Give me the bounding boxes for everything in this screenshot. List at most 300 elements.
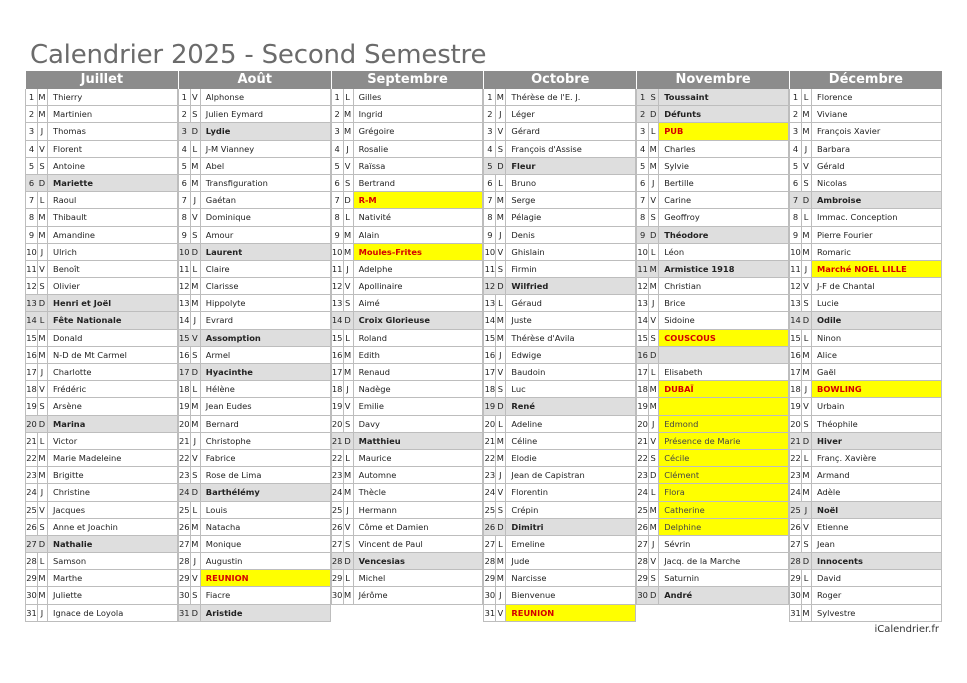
day-row [636, 106, 789, 123]
day-name: Natacha [201, 519, 331, 535]
day-name: Juste [506, 312, 636, 328]
day-number: 8 [331, 209, 344, 225]
weekday-letter: L [343, 330, 354, 346]
day-number: 25 [636, 502, 649, 518]
day-number: 29 [331, 570, 344, 586]
day-row [789, 141, 942, 158]
weekday-letter: S [801, 536, 812, 552]
day-name: Crépin [506, 502, 636, 518]
day-name: Franç. Xavière [812, 450, 942, 466]
day-row [483, 158, 636, 175]
day-number: 28 [789, 553, 802, 569]
day-row [789, 175, 942, 192]
weekday-letter: L [801, 570, 812, 586]
day-number: 7 [483, 192, 496, 208]
day-number: 12 [636, 278, 649, 294]
day-number: 15 [483, 330, 496, 346]
weekday-letter: S [190, 467, 201, 483]
day-number: 24 [636, 484, 649, 500]
day-name: Jacques [48, 502, 178, 518]
day-row [636, 519, 789, 536]
day-row [331, 536, 484, 553]
day-name: Donald [48, 330, 178, 346]
day-name: Fiacre [201, 587, 331, 603]
weekday-letter: M [801, 106, 812, 122]
weekday-letter: L [801, 209, 812, 225]
day-name: Dimitri [506, 519, 636, 535]
day-number: 26 [178, 519, 191, 535]
day-name: R-M [354, 192, 484, 208]
day-name: Croix Glorieuse [354, 312, 484, 328]
day-name: Alain [354, 227, 484, 243]
weekday-letter: S [648, 209, 659, 225]
day-row [789, 433, 942, 450]
weekday-letter: J [648, 175, 659, 191]
weekday-letter: V [343, 398, 354, 414]
day-name: BOWLING [812, 381, 942, 397]
day-number: 1 [483, 89, 496, 105]
day-name: Dominique [201, 209, 331, 225]
day-row [178, 227, 331, 244]
day-name: Evrard [201, 312, 331, 328]
day-name: REUNION [506, 605, 636, 621]
day-number: 13 [636, 295, 649, 311]
day-name: Barthélémy [201, 484, 331, 500]
day-number: 13 [178, 295, 191, 311]
weekday-letter: M [343, 364, 354, 380]
day-row [483, 398, 636, 415]
day-number: 9 [331, 227, 344, 243]
day-number: 14 [331, 312, 344, 328]
day-row [178, 278, 331, 295]
day-number: 7 [789, 192, 802, 208]
day-name: Fête Nationale [48, 312, 178, 328]
day-number: 15 [636, 330, 649, 346]
weekday-letter: L [343, 209, 354, 225]
day-row [636, 381, 789, 398]
day-row [178, 398, 331, 415]
day-row [178, 364, 331, 381]
day-number: 8 [178, 209, 191, 225]
day-name: Hiver [812, 433, 942, 449]
day-number: 17 [25, 364, 38, 380]
weekday-letter: D [343, 192, 354, 208]
day-name: Innocents [812, 553, 942, 569]
weekday-letter: S [343, 536, 354, 552]
day-row [789, 123, 942, 140]
day-row [178, 158, 331, 175]
day-name: Aristide [201, 605, 331, 621]
day-number: 21 [178, 433, 191, 449]
day-name: Alphonse [201, 89, 331, 105]
weekday-letter: D [648, 347, 659, 363]
weekday-letter: M [801, 227, 812, 243]
day-row [483, 123, 636, 140]
day-row [25, 416, 178, 433]
weekday-letter: M [190, 416, 201, 432]
day-name: Etienne [812, 519, 942, 535]
day-name: Florent [48, 141, 178, 157]
day-row [483, 587, 636, 604]
day-name: Jean de Capistran [506, 467, 636, 483]
day-number: 19 [25, 398, 38, 414]
day-number: 6 [178, 175, 191, 191]
day-row [636, 502, 789, 519]
day-name: Rose de Lima [201, 467, 331, 483]
day-row [25, 123, 178, 140]
day-name: Hélène [201, 381, 331, 397]
weekday-letter: V [343, 519, 354, 535]
day-name: Aimé [354, 295, 484, 311]
day-name: Hermann [354, 502, 484, 518]
day-row [178, 484, 331, 501]
day-name: Raoul [48, 192, 178, 208]
weekday-letter: S [37, 278, 48, 294]
weekday-letter: J [801, 381, 812, 397]
weekday-letter: D [801, 553, 812, 569]
weekday-letter: V [801, 278, 812, 294]
day-name: PUB [659, 123, 789, 139]
day-row [178, 106, 331, 123]
day-number: 21 [789, 433, 802, 449]
day-number: 26 [331, 519, 344, 535]
day-row [483, 502, 636, 519]
day-number: 27 [789, 536, 802, 552]
day-name: Catherine [659, 502, 789, 518]
day-name: Olivier [48, 278, 178, 294]
day-name: Jérôme [354, 587, 484, 603]
day-row [483, 175, 636, 192]
day-number: 6 [483, 175, 496, 191]
weekday-letter: D [648, 227, 659, 243]
weekday-letter: L [190, 502, 201, 518]
day-number: 22 [483, 450, 496, 466]
day-name: Cécile [659, 450, 789, 466]
weekday-letter: S [495, 261, 506, 277]
day-name: Nativité [354, 209, 484, 225]
day-number: 1 [331, 89, 344, 105]
day-number: 27 [483, 536, 496, 552]
day-row [25, 502, 178, 519]
weekday-letter: M [495, 330, 506, 346]
weekday-letter: J [343, 261, 354, 277]
weekday-letter: M [648, 141, 659, 157]
day-row [789, 227, 942, 244]
weekday-letter: D [37, 295, 48, 311]
day-number: 6 [636, 175, 649, 191]
weekday-letter: D [495, 519, 506, 535]
day-row [331, 261, 484, 278]
weekday-letter: D [37, 416, 48, 432]
day-number: 1 [25, 89, 38, 105]
day-name: David [812, 570, 942, 586]
day-name: Renaud [354, 364, 484, 380]
day-number: 21 [636, 433, 649, 449]
day-row [25, 347, 178, 364]
weekday-letter: M [343, 587, 354, 603]
day-row [178, 605, 331, 622]
day-row [789, 347, 942, 364]
weekday-letter: L [37, 553, 48, 569]
weekday-letter: D [343, 553, 354, 569]
weekday-letter: M [343, 106, 354, 122]
weekday-letter: M [801, 467, 812, 483]
day-number: 3 [483, 123, 496, 139]
day-name: Clément [659, 467, 789, 483]
day-name: COUSCOUS [659, 330, 789, 346]
day-name: DUBAÏ [659, 381, 789, 397]
day-row [636, 175, 789, 192]
day-name: Hyacinthe [201, 364, 331, 380]
day-number: 28 [331, 553, 344, 569]
day-name: Automne [354, 467, 484, 483]
day-number: 11 [483, 261, 496, 277]
day-row [178, 261, 331, 278]
weekday-letter: J [37, 484, 48, 500]
day-name: Côme et Damien [354, 519, 484, 535]
weekday-letter: L [801, 330, 812, 346]
day-name: Odile [812, 312, 942, 328]
day-number: 3 [789, 123, 802, 139]
day-name: Fabrice [201, 450, 331, 466]
weekday-letter: M [801, 244, 812, 260]
day-row [331, 312, 484, 329]
day-row [789, 278, 942, 295]
day-row [331, 416, 484, 433]
day-name: Vincent de Paul [354, 536, 484, 552]
weekday-letter: M [37, 106, 48, 122]
day-name: Clarisse [201, 278, 331, 294]
weekday-letter: V [801, 158, 812, 174]
weekday-letter: J [495, 467, 506, 483]
day-row [331, 467, 484, 484]
day-row [483, 312, 636, 329]
weekday-letter: M [190, 519, 201, 535]
weekday-letter: M [801, 364, 812, 380]
day-name: Armand [812, 467, 942, 483]
weekday-letter: S [648, 570, 659, 586]
day-row [25, 106, 178, 123]
day-name: Matthieu [354, 433, 484, 449]
day-number: 23 [178, 467, 191, 483]
day-number: 7 [331, 192, 344, 208]
weekday-letter: M [801, 605, 812, 621]
day-row [789, 192, 942, 209]
day-row [636, 467, 789, 484]
day-row [25, 381, 178, 398]
day-row [331, 106, 484, 123]
month-header: Novembre [636, 71, 789, 89]
day-number: 14 [25, 312, 38, 328]
day-name: Céline [506, 433, 636, 449]
day-number: 22 [789, 450, 802, 466]
weekday-letter: D [495, 158, 506, 174]
day-name: Geoffroy [659, 209, 789, 225]
day-name: J-F de Chantal [812, 278, 942, 294]
day-number: 28 [483, 553, 496, 569]
day-row [178, 312, 331, 329]
day-name: Ambroise [812, 192, 942, 208]
weekday-letter: M [648, 261, 659, 277]
day-name: Léger [506, 106, 636, 122]
day-row [178, 209, 331, 226]
day-number: 12 [331, 278, 344, 294]
day-name: Lucie [812, 295, 942, 311]
day-number: 10 [331, 244, 344, 260]
day-name: Christine [48, 484, 178, 500]
day-number: 11 [331, 261, 344, 277]
day-row [25, 209, 178, 226]
day-row [789, 587, 942, 604]
day-number: 16 [178, 347, 191, 363]
day-row [331, 484, 484, 501]
day-row [25, 278, 178, 295]
day-number: 30 [483, 587, 496, 603]
day-row [636, 278, 789, 295]
weekday-letter: J [495, 347, 506, 363]
day-row [636, 398, 789, 415]
day-name: Wilfried [506, 278, 636, 294]
day-name: Lydie [201, 123, 331, 139]
day-number: 24 [331, 484, 344, 500]
day-name: Ulrich [48, 244, 178, 260]
weekday-letter: M [648, 278, 659, 294]
day-number: 28 [25, 553, 38, 569]
day-name: Gaël [812, 364, 942, 380]
day-row [789, 570, 942, 587]
day-row [483, 536, 636, 553]
day-name: Théodore [659, 227, 789, 243]
day-row [789, 502, 942, 519]
day-number: 25 [789, 502, 802, 518]
day-row [25, 433, 178, 450]
weekday-letter: S [190, 106, 201, 122]
day-name: Samson [48, 553, 178, 569]
day-name: François Xavier [812, 123, 942, 139]
day-row [789, 519, 942, 536]
day-row [789, 536, 942, 553]
day-number: 11 [789, 261, 802, 277]
day-row [25, 570, 178, 587]
day-number: 8 [483, 209, 496, 225]
day-row [636, 587, 789, 604]
day-number: 14 [789, 312, 802, 328]
day-name: Sylvie [659, 158, 789, 174]
day-number: 26 [636, 519, 649, 535]
day-name: Jean Eudes [201, 398, 331, 414]
day-name: Augustin [201, 553, 331, 569]
day-row [483, 261, 636, 278]
weekday-letter: D [801, 192, 812, 208]
day-row [789, 295, 942, 312]
day-row [789, 364, 942, 381]
day-row [178, 519, 331, 536]
day-row [789, 106, 942, 123]
weekday-letter: M [495, 450, 506, 466]
weekday-letter: V [190, 570, 201, 586]
day-row [178, 467, 331, 484]
day-number: 28 [636, 553, 649, 569]
weekday-letter: M [801, 484, 812, 500]
day-row [25, 158, 178, 175]
day-row [483, 244, 636, 261]
day-number: 20 [789, 416, 802, 432]
day-row [789, 381, 942, 398]
weekday-letter: S [495, 381, 506, 397]
day-row [331, 398, 484, 415]
day-number: 30 [636, 587, 649, 603]
day-number: 21 [25, 433, 38, 449]
weekday-letter: M [190, 536, 201, 552]
day-row [331, 347, 484, 364]
day-row [331, 244, 484, 261]
weekday-letter: D [343, 312, 354, 328]
day-name: Théophile [812, 416, 942, 432]
day-name: Thomas [48, 123, 178, 139]
day-name: Gaétan [201, 192, 331, 208]
day-name: Assomption [201, 330, 331, 346]
day-name: REUNION [201, 570, 331, 586]
weekday-letter: V [495, 364, 506, 380]
weekday-letter: M [343, 123, 354, 139]
day-row [331, 502, 484, 519]
day-number: 25 [25, 502, 38, 518]
weekday-letter: L [801, 89, 812, 105]
day-number: 23 [789, 467, 802, 483]
weekday-letter: V [37, 261, 48, 277]
day-name: Alice [812, 347, 942, 363]
day-number: 26 [483, 519, 496, 535]
day-number: 17 [636, 364, 649, 380]
day-number: 1 [178, 89, 191, 105]
day-name: Géraud [506, 295, 636, 311]
day-row [25, 587, 178, 604]
day-number: 2 [25, 106, 38, 122]
day-number: 10 [25, 244, 38, 260]
weekday-letter: L [37, 312, 48, 328]
weekday-letter: S [495, 141, 506, 157]
day-number: 25 [178, 502, 191, 518]
day-row [789, 484, 942, 501]
weekday-letter: M [190, 158, 201, 174]
weekday-letter: V [495, 244, 506, 260]
day-row [25, 261, 178, 278]
weekday-letter: J [801, 502, 812, 518]
weekday-letter: M [801, 587, 812, 603]
day-number: 22 [636, 450, 649, 466]
day-row [331, 158, 484, 175]
day-name: Abel [201, 158, 331, 174]
weekday-letter: L [343, 89, 354, 105]
day-name: Nathalie [48, 536, 178, 552]
weekday-letter: S [801, 416, 812, 432]
day-name: Anne et Joachin [48, 519, 178, 535]
day-name: Sévrin [659, 536, 789, 552]
day-number: 11 [25, 261, 38, 277]
weekday-letter: M [801, 347, 812, 363]
day-row [636, 536, 789, 553]
day-row [483, 381, 636, 398]
day-name: Gérard [506, 123, 636, 139]
day-row [178, 244, 331, 261]
weekday-letter: M [648, 519, 659, 535]
day-number: 5 [789, 158, 802, 174]
day-name: Charles [659, 141, 789, 157]
weekday-letter: J [495, 106, 506, 122]
month-column [25, 71, 178, 622]
day-row [331, 278, 484, 295]
day-row [636, 347, 789, 364]
